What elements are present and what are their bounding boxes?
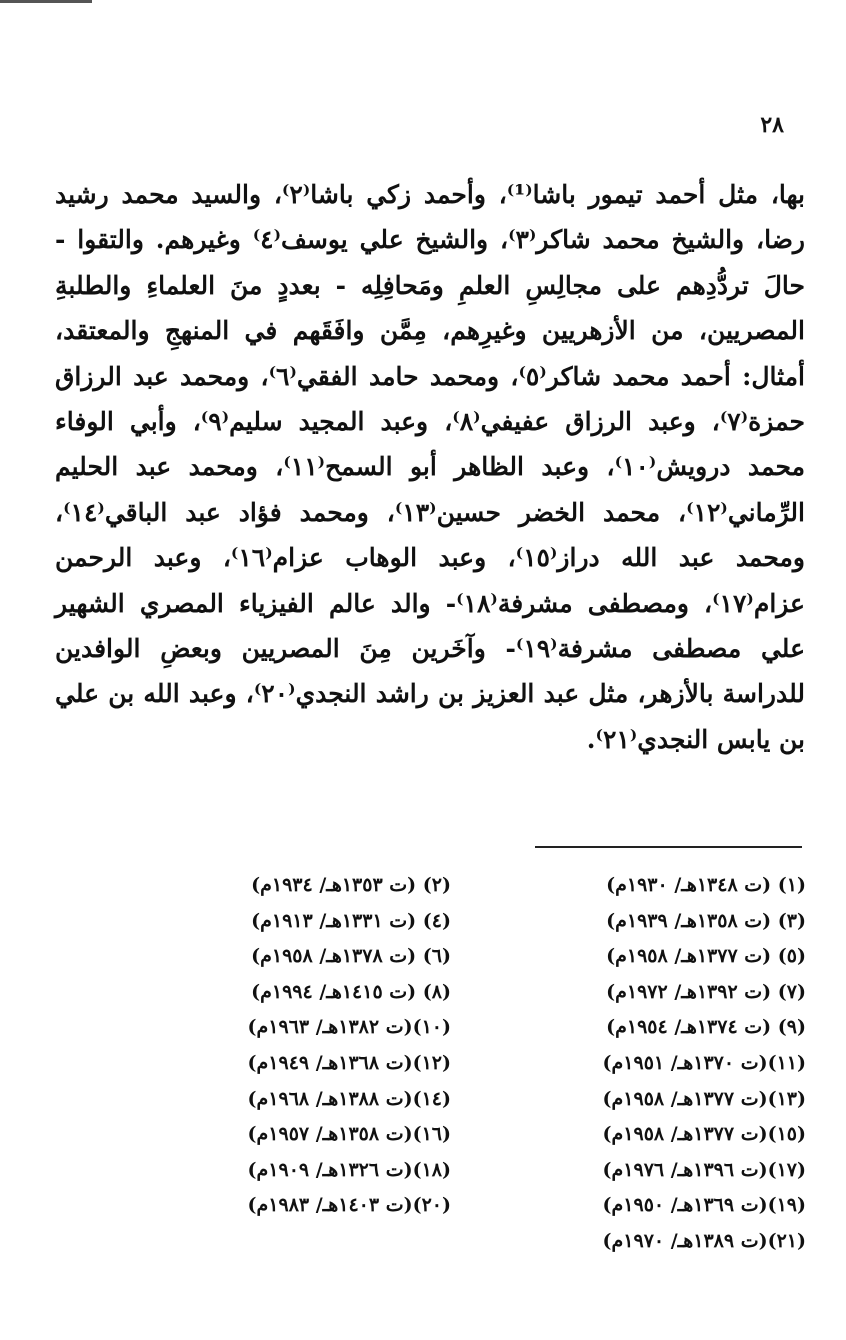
footnote: (٢٠)(ت ١٤٠٣هـ/ ١٩٨٣م) [247, 1194, 451, 1217]
page-number: ٢٨ [760, 112, 784, 138]
footnote: (٩) (ت ١٣٧٤هـ/ ١٩٥٤م) [606, 1016, 806, 1039]
footnote: (١١)(ت ١٣٧٠هـ/ ١٩٥١م) [602, 1051, 806, 1074]
footnote: (٢١)(ت ١٣٨٩هـ/ ١٩٧٠م) [602, 1229, 806, 1252]
footnote: (١٨)(ت ١٣٢٦هـ/ ١٩٠٩م) [247, 1158, 451, 1181]
footnote: (١٠)(ت ١٣٨٢هـ/ ١٩٦٣م) [247, 1016, 451, 1039]
footnote: (١٤)(ت ١٣٨٨هـ/ ١٩٦٨م) [247, 1087, 451, 1110]
footnote-separator [535, 846, 802, 848]
footnote: (٤) (ت ١٣٣١هـ/ ١٩١٣م) [251, 909, 451, 932]
footnote: (١٢)(ت ١٣٦٨هـ/ ١٩٤٩م) [247, 1051, 451, 1074]
footnote: (١٩)(ت ١٣٦٩هـ/ ١٩٥٠م) [602, 1194, 806, 1217]
footnote: (١٧)(ت ١٣٩٦هـ/ ١٩٧٦م) [602, 1158, 806, 1181]
footnote: (١٣)(ت ١٣٧٧هـ/ ١٩٥٨م) [602, 1087, 806, 1110]
footnote: (٢) (ت ١٣٥٣هـ/ ١٩٣٤م) [251, 874, 451, 896]
footnote: (٧) (ت ١٣٩٢هـ/ ١٩٧٢م) [606, 980, 806, 1003]
footnote: (١٥)(ت ١٣٧٧هـ/ ١٩٥٨م) [602, 1123, 806, 1146]
footnote: (١٦)(ت ١٣٥٨هـ/ ١٩٥٧م) [247, 1123, 451, 1146]
footnote: (٨) (ت ١٤١٥هـ/ ١٩٩٤م) [251, 980, 451, 1003]
footnotes-left-column [191, 868, 451, 1224]
footnote: (٣) (ت ١٣٥٨هـ/ ١٩٣٩م) [606, 909, 806, 932]
footnote: (٥) (ت ١٣٧٧هـ/ ١٩٥٨م) [606, 945, 806, 968]
corner-rule [0, 0, 92, 3]
body-paragraph: بها، مثل أحمد تيمور باشا⁽¹⁾، وأحمد زكي باشا⁽٢⁾، والسيد محمد رشيد رضا، والشيخ محمد شاكر⁽٣⁾، والشيخ علي يوسف⁽٤⁾ وغيرهم. والتقوا - حالَ تردُّدِهم على مجالِسِ العلمِ ومَحافِلِه - بعددٍ منَ العلماءِ والطلبةِ المصريين، من الأزهريين وغيرِهم، مِمَّن وافَقَهم في المنهجِ والمعتقد، أمثال: أحمد محمد شاكر⁽٥⁾، ومحمد حامد الفقي⁽٦⁾، ومحمد عبد الرزاق حمزة⁽٧⁾، وعبد الرزاق عفيفي⁽٨⁾، وعبد المجيد سليم⁽٩⁾، وأبي الوفاء محمد درويش⁽١٠⁾، وعبد الظاهر أبو السمح⁽١١⁾، ومحمد عبد الحليم الرِّماني⁽١٢⁾، محمد الخضر حسين⁽١٣⁾، ومحمد فؤاد عبد الباقي⁽١٤⁾، ومحمد عبد الله دراز⁽١٥⁾، وعبد الوهاب عزام⁽١٦⁾، وعبد الرحمن عزام⁽١٧⁾، ومصطفى مشرفة⁽١٨⁾- والد عالم الفيزياء المصري الشهير علي مصطفى مشرفة⁽١٩⁾- وآخَرين مِنَ المصريين وبعضِ الوافدين للدراسة بالأزهر، مثل عبد العزيز بن راشد النجدي⁽٢٠⁾، وعبد الله بن علي بن يابس النجدي⁽٢١⁾. [55, 180, 806, 754]
footnote: (١) (ت ١٣٤٨هـ/ ١٩٣٠م) [606, 874, 806, 896]
footnotes-right-column [546, 868, 806, 1260]
footnote: (٦) (ت ١٣٧٨هـ/ ١٩٥٨م) [251, 945, 451, 968]
